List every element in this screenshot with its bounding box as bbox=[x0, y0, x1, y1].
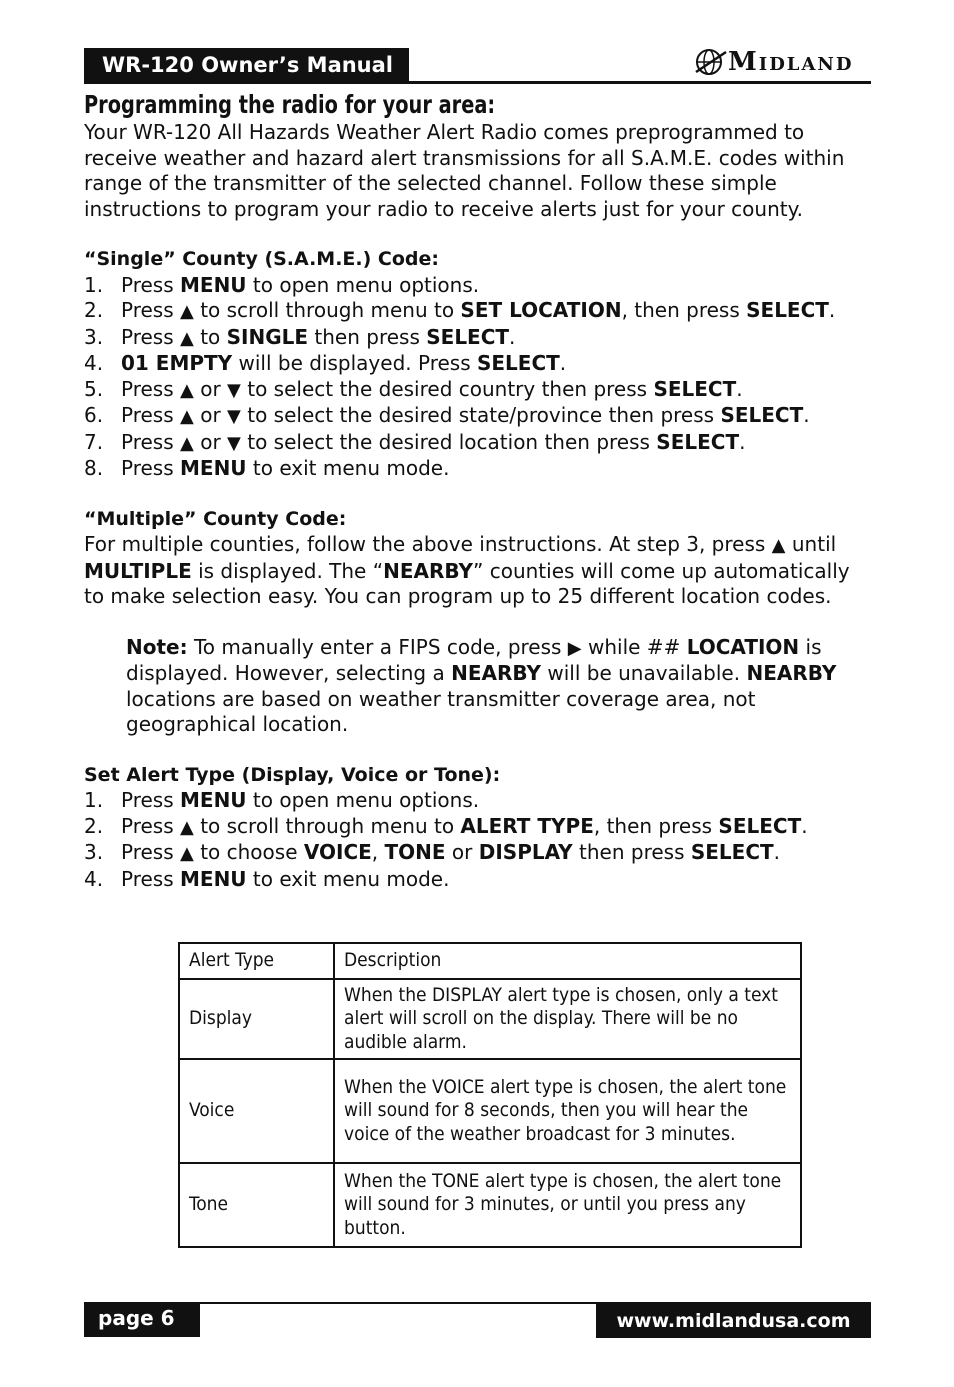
list-item bbox=[84, 788, 874, 814]
text-run: . bbox=[803, 403, 810, 427]
text-run: Press bbox=[121, 272, 180, 297]
step-text bbox=[121, 456, 449, 482]
table-header-cell: Alert Type bbox=[179, 943, 334, 979]
bold-term: SELECT bbox=[746, 298, 829, 322]
bold-term: SINGLE bbox=[226, 324, 309, 349]
bold-term: MULTIPLE bbox=[84, 558, 192, 583]
step-number: 5. bbox=[84, 376, 104, 401]
page-number: page 6 bbox=[84, 1303, 200, 1337]
text-run: to select the desired location then press bbox=[240, 429, 657, 454]
step-number: 8. bbox=[84, 456, 104, 480]
table-header-cell: Description bbox=[334, 943, 801, 979]
text-run: Press bbox=[121, 866, 180, 891]
step-text bbox=[121, 814, 808, 841]
list-item bbox=[84, 325, 874, 352]
list-item bbox=[84, 298, 874, 325]
list-item bbox=[84, 867, 874, 893]
text-run: Press bbox=[121, 429, 180, 454]
table-cell-description: When the DISPLAY alert type is chosen, only a text alert will scroll on the display. There will be no audible alarm. bbox=[334, 979, 801, 1059]
right-arrow-icon: ▶ bbox=[567, 637, 582, 659]
bold-term: TONE bbox=[384, 840, 446, 864]
bold-term: NEARBY bbox=[746, 661, 837, 685]
up-arrow-icon: ▲ bbox=[180, 301, 194, 322]
midland-logo bbox=[694, 46, 854, 78]
text-run: to exit menu mode. bbox=[246, 866, 450, 891]
bold-term: Note: bbox=[126, 634, 188, 659]
page-title: Programming the radio for your area: bbox=[84, 90, 496, 119]
text-run: Press bbox=[121, 324, 180, 349]
step-number: 2. bbox=[84, 813, 104, 838]
step-number: 1. bbox=[84, 272, 104, 297]
down-arrow-icon: ▼ bbox=[227, 406, 241, 427]
list-item bbox=[84, 377, 874, 404]
up-arrow-icon: ▲ bbox=[180, 379, 194, 401]
website-url: www.midlandusa.com bbox=[596, 1303, 871, 1338]
step-text bbox=[121, 867, 449, 893]
step-text bbox=[121, 788, 479, 814]
text-run: then press bbox=[572, 840, 691, 864]
text-run: locations are based on weather transmitter coverage area, not geographical location. bbox=[126, 686, 756, 736]
table-cell-description: When the TONE alert type is chosen, the alert tone will sound for 3 minutes, or until you press any button. bbox=[334, 1163, 801, 1247]
text-run: then press bbox=[308, 324, 427, 349]
text-run: Press bbox=[121, 788, 180, 812]
text-run: will be displayed. Press bbox=[232, 351, 477, 375]
list-item bbox=[84, 430, 874, 457]
step-text bbox=[121, 840, 780, 867]
step-number: 7. bbox=[84, 429, 104, 454]
bold-term: SELECT bbox=[656, 429, 740, 454]
text-run: . bbox=[739, 429, 746, 454]
text-run: to select the desired country then press bbox=[240, 376, 654, 401]
text-run: to open menu options. bbox=[246, 272, 480, 297]
table-row bbox=[179, 1059, 801, 1163]
up-arrow-icon: ▲ bbox=[180, 816, 194, 838]
bold-term: VOICE bbox=[303, 840, 372, 864]
text-run: Press bbox=[121, 376, 180, 401]
page-content bbox=[84, 90, 874, 892]
text-run: Press bbox=[121, 813, 180, 838]
bold-term: ALERT TYPE bbox=[460, 813, 594, 838]
text-run: will be unavailable. bbox=[541, 661, 747, 685]
step-text bbox=[121, 325, 515, 352]
list-item bbox=[84, 273, 874, 299]
table-header-row bbox=[179, 943, 801, 979]
text-run: or bbox=[193, 403, 228, 427]
bold-term: SELECT bbox=[476, 351, 560, 375]
bold-term: MENU bbox=[180, 788, 247, 812]
text-run: ” counties will come up automatically to make selection easy. You can program up to 25 different location codes. bbox=[84, 558, 850, 608]
single-section bbox=[84, 247, 874, 482]
step-number: 3. bbox=[84, 324, 104, 349]
text-run: For multiple counties, follow the above instructions. At step 3, press bbox=[84, 532, 772, 556]
text-run: , then press bbox=[621, 298, 747, 322]
text-run: is displayed. However, selecting a bbox=[126, 634, 822, 685]
text-run: until bbox=[785, 532, 837, 556]
text-run: To manually enter a FIPS code, press bbox=[187, 634, 568, 659]
text-run: to scroll through menu to bbox=[193, 813, 461, 838]
multiple-section bbox=[84, 507, 874, 610]
list-item bbox=[84, 403, 874, 430]
header-rule bbox=[84, 81, 871, 84]
table-cell-type: Voice bbox=[179, 1059, 334, 1163]
step-number: 2. bbox=[84, 298, 104, 322]
text-run: to exit menu mode. bbox=[246, 456, 450, 480]
step-number: 4. bbox=[84, 351, 104, 375]
multiple-paragraph bbox=[84, 532, 874, 610]
single-title: “Single” County (S.A.M.E.) Code: bbox=[84, 248, 440, 270]
text-run: Press bbox=[121, 840, 180, 864]
text-run: , then press bbox=[593, 813, 719, 838]
text-run: to choose bbox=[193, 840, 304, 864]
list-item bbox=[84, 840, 874, 867]
bold-term: SELECT bbox=[690, 840, 774, 864]
bold-term: DISPLAY bbox=[478, 840, 573, 864]
step-text bbox=[121, 273, 479, 299]
text-run: Press bbox=[121, 456, 180, 480]
bold-term: MENU bbox=[180, 456, 247, 480]
table-cell-description: When the VOICE alert type is chosen, the alert tone will sound for 8 seconds, then you will hear the voice of the weather broadcast for 3 minutes. bbox=[334, 1059, 801, 1163]
text-run: . bbox=[773, 840, 781, 864]
text-run: to open menu options. bbox=[246, 788, 480, 812]
step-text bbox=[121, 403, 810, 430]
down-arrow-icon: ▼ bbox=[227, 379, 241, 401]
alert-title: Set Alert Type (Display, Voice or Tone): bbox=[84, 763, 501, 786]
down-arrow-icon: ▼ bbox=[227, 432, 241, 454]
bold-term: SELECT bbox=[718, 813, 802, 838]
bold-term: 01 EMPTY bbox=[121, 351, 233, 375]
bold-term: SELECT bbox=[426, 324, 510, 349]
text-run: is displayed. The “ bbox=[191, 558, 384, 583]
text-run: . bbox=[736, 376, 743, 401]
table-row bbox=[179, 979, 801, 1059]
text-run: to bbox=[193, 324, 227, 349]
text-run: Press bbox=[121, 298, 180, 322]
list-item bbox=[84, 814, 874, 841]
bold-term: MENU bbox=[180, 272, 247, 297]
brand-name: MIDLAND bbox=[728, 47, 854, 77]
text-run: . bbox=[828, 298, 836, 322]
up-arrow-icon: ▲ bbox=[180, 432, 194, 454]
bold-term: SELECT bbox=[720, 403, 804, 427]
bold-term: NEARBY bbox=[383, 558, 473, 583]
step-text bbox=[121, 377, 743, 404]
globe-logo-icon bbox=[694, 46, 728, 78]
manual-title: WR-120 Owner’s Manual bbox=[84, 48, 409, 82]
step-number: 3. bbox=[84, 840, 104, 864]
bold-term: NEARBY bbox=[451, 661, 541, 685]
list-item bbox=[84, 351, 874, 377]
table-cell-type: Display bbox=[179, 979, 334, 1059]
bold-term: SET LOCATION bbox=[460, 298, 622, 322]
bold-term: SELECT bbox=[653, 376, 737, 401]
single-steps-list bbox=[84, 273, 874, 482]
note-paragraph bbox=[126, 635, 874, 738]
bold-term: MENU bbox=[180, 866, 247, 891]
text-run: while ## bbox=[581, 634, 687, 659]
text-run: . bbox=[801, 813, 808, 838]
alert-type-table bbox=[178, 942, 802, 1248]
step-text bbox=[121, 430, 745, 457]
step-text bbox=[121, 298, 835, 325]
text-run: to scroll through menu to bbox=[193, 298, 461, 322]
step-number: 1. bbox=[84, 788, 104, 812]
list-item bbox=[84, 456, 874, 482]
alert-section bbox=[84, 763, 874, 893]
alert-steps-list bbox=[84, 788, 874, 892]
step-text bbox=[121, 351, 566, 377]
text-run: to select the desired state/province then press bbox=[240, 403, 721, 427]
up-arrow-icon: ▲ bbox=[180, 327, 194, 349]
bold-term: LOCATION bbox=[686, 634, 800, 659]
up-arrow-icon: ▲ bbox=[771, 535, 786, 556]
text-run: , bbox=[371, 840, 385, 864]
text-run: or bbox=[193, 376, 228, 401]
step-number: 6. bbox=[84, 403, 104, 427]
text-run: Press bbox=[121, 403, 180, 427]
intro-paragraph: Your WR-120 All Hazards Weather Alert Radio comes preprogrammed to receive weather and hazard alert transmissions for all S.A.M.E. codes within range of the transmitter of the selected channel. Follow these simple instructions to program your radio to receive alerts just for your county. bbox=[84, 120, 845, 221]
up-arrow-icon: ▲ bbox=[180, 843, 194, 864]
table-row bbox=[179, 1163, 801, 1247]
up-arrow-icon: ▲ bbox=[180, 406, 194, 427]
text-run: or bbox=[445, 840, 479, 864]
step-number: 4. bbox=[84, 866, 104, 891]
table-cell-type: Tone bbox=[179, 1163, 334, 1247]
text-run: . bbox=[509, 324, 516, 349]
multiple-title: “Multiple” County Code: bbox=[84, 507, 347, 530]
text-run: or bbox=[193, 429, 228, 454]
text-run: . bbox=[559, 351, 567, 375]
